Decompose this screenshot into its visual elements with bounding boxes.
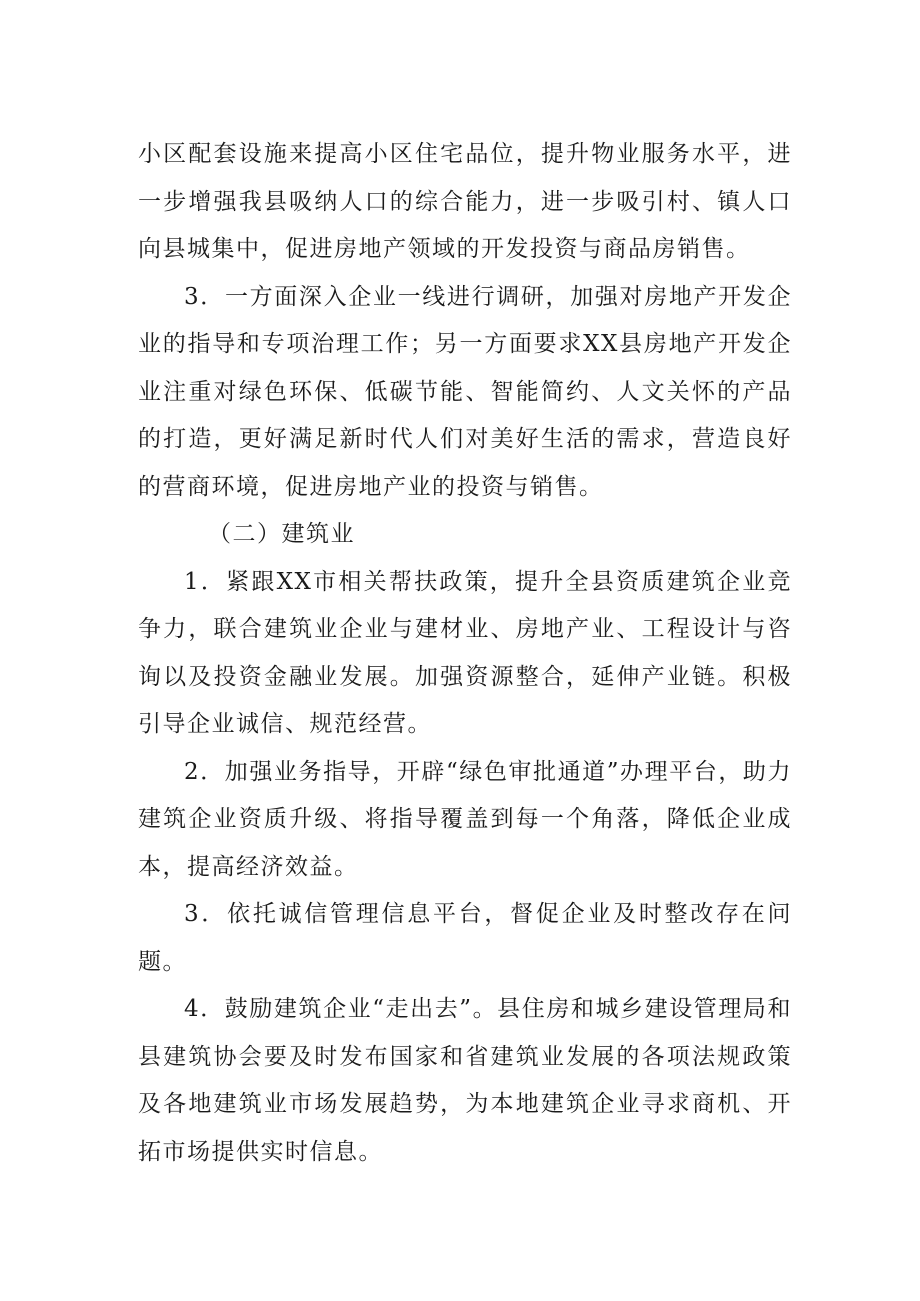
section-heading-construction: （二）建筑业: [208, 521, 355, 547]
paragraph-continuation: 小区配套设施来提高小区住宅品位，提升物业服务水平，进一步增强我县吸纳人口的综合能力，进一步吸引村、镇人口向县城集中，促进房地产领域的开发投资与商品房销售。: [138, 141, 792, 262]
paragraph-item-4: 4．鼓励建筑企业“走出去”。县住房和城乡建设管理局和县建筑协会要及时发布国家和省建筑业发展的各项法规政策及各地建筑业市场发展趋势，为本地建筑企业寻求商机、开拓市场提供实时信息。: [138, 996, 792, 1165]
paragraph-item-3-real-estate: 3．一方面深入企业一线进行调研，加强对房地产开发企业的指导和专项治理工作；另一方面要求XX县房地产开发企业注重对绿色环保、低碳节能、智能简约、人文关怀的产品的打造，更好满足新时代人们对美好生活的需求，营造良好的营商环境，促进房地产业的投资与销售。: [138, 283, 792, 500]
paragraph-item-2: 2．加强业务指导，开辟“绿色审批通道”办理平台，助力建筑企业资质升级、将指导覆盖到每一个角落，降低企业成本，提高经济效益。: [138, 758, 792, 880]
paragraph-item-3: 3．依托诚信管理信息平台，督促企业及时整改存在问题。: [138, 901, 792, 975]
paragraph-item-1: 1．紧跟XX市相关帮扶政策，提升全县资质建筑企业竞争力，联合建筑业企业与建材业、房地产业、工程设计与咨询以及投资金融业发展。加强资源整合，延伸产业链。积极引导企业诚信、规范经营。: [138, 568, 792, 737]
document-body: [138, 131, 792, 1176]
